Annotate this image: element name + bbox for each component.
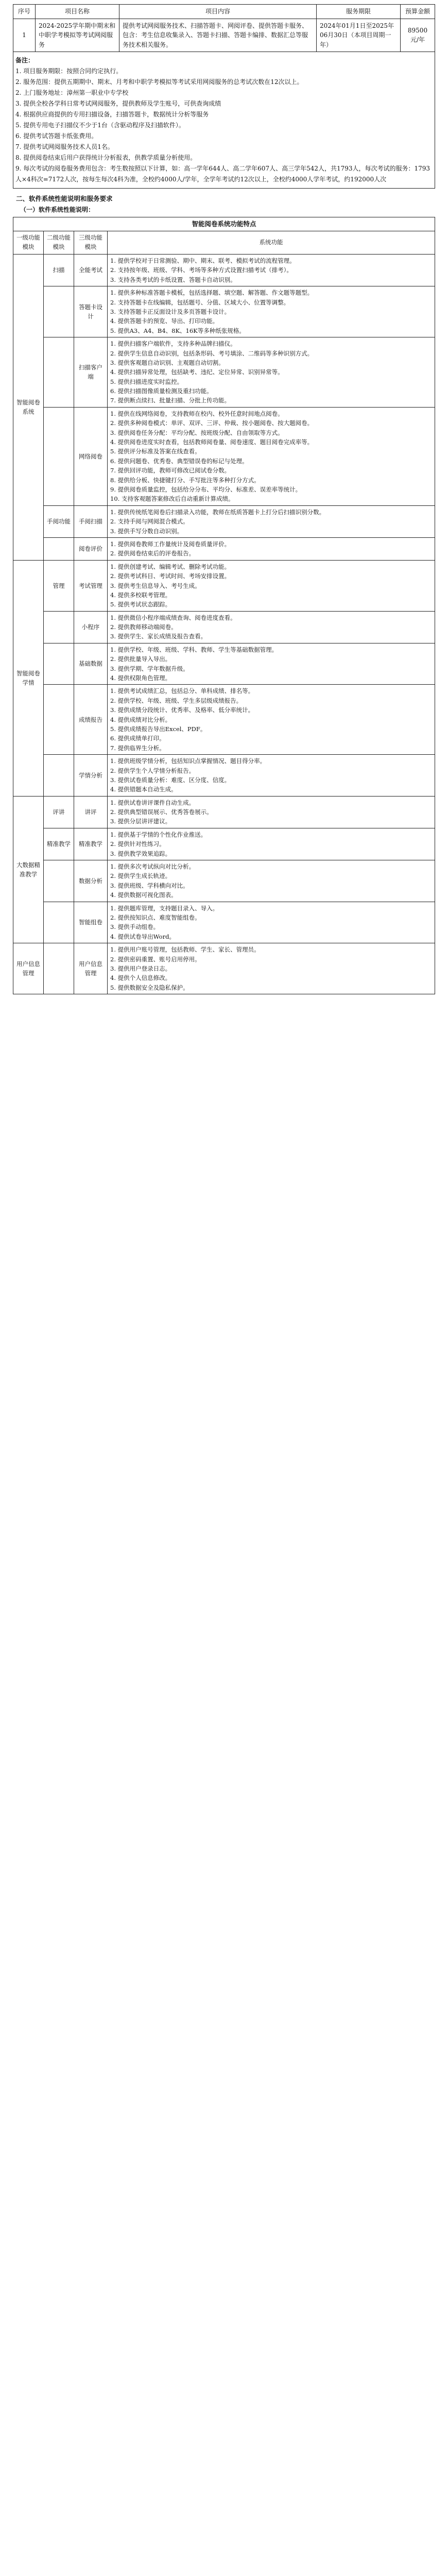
project-period: 2024年01月1日至2025年06月30日（本项目周期一年） xyxy=(317,19,401,52)
function-line: 3. 提供客观题自动识别、主观题自动切割。 xyxy=(110,359,225,366)
req-level3: 小程序 xyxy=(74,611,108,643)
req-header-level2: 二级功能模块 xyxy=(44,231,74,255)
function-line: 5. 提供数据安全及隐私保护。 xyxy=(110,984,189,991)
note-item: 7. 提供考试网阅服务技术人员1名。 xyxy=(15,143,114,151)
function-line: 3. 提供手动组卷。 xyxy=(110,923,160,931)
req-level2 xyxy=(44,286,74,337)
project-table-header xyxy=(13,5,435,19)
function-line: 2. 提供批量导入导出。 xyxy=(110,655,171,663)
function-line: 8. 提供给分板、快捷键打分、手写批注等多种打分方式。 xyxy=(110,476,260,484)
project-content: 提供考试网阅服务技术、扫描答题卡、网阅评卷、提供答题卡服务、包含：考生信息收集录入、答题卡扫描、答题卡编排、数据汇总等服务技术相关服务。 xyxy=(119,19,317,52)
req-row xyxy=(13,611,435,643)
notes-cell xyxy=(13,52,435,189)
req-level2 xyxy=(44,685,74,755)
function-line: 7. 提供临界生分析。 xyxy=(110,744,165,752)
function-line: 6. 提供扫描图像质量检测及重扫功能。 xyxy=(110,387,213,395)
function-line: 1. 提供创建考试、编辑考试、删除考试功能。 xyxy=(110,563,231,570)
function-line: 2. 提供按知识点、难度智能组卷。 xyxy=(110,914,201,921)
req-level2 xyxy=(44,860,74,902)
req-level1: 用户信息管理 xyxy=(13,943,44,994)
function-line: 10. 支持客观题答案修改后自动重新计算成绩。 xyxy=(110,495,234,503)
function-line: 2. 支持答题卡在线编辑，包括题号、分值、区域大小、位置等调整。 xyxy=(110,298,290,306)
function-line: 1. 提供学校、年级、班级、学科、教师、学生等基础数据管理。 xyxy=(110,646,278,653)
req-level3: 精准教学 xyxy=(74,828,108,860)
function-line: 1. 提供传统纸笔阅卷后扫描录入功能，教师在纸质答题卡上打分后扫描识别分数。 xyxy=(110,508,325,516)
function-line: 1. 提供班级学情分析，包括知识点掌握情况、题目得分率。 xyxy=(110,757,266,765)
function-line: 4. 提供多校联考管理。 xyxy=(110,591,171,599)
function-line: 1. 提供微信小程序端成绩查询、阅卷进度查看。 xyxy=(110,614,236,621)
req-header-level3: 三级功能模块 xyxy=(74,231,108,255)
function-line: 3. 提供用户登录日志。 xyxy=(110,964,171,972)
function-line: 2. 支持手阅与网阅混合模式。 xyxy=(110,518,189,526)
function-line: 1. 提供在线网络阅卷，支持教师在校内、校外任意时间地点阅卷。 xyxy=(110,410,284,417)
req-level2 xyxy=(44,643,74,685)
req-row xyxy=(13,255,435,286)
req-level3: 考试管理 xyxy=(74,560,108,611)
req-title-row xyxy=(13,217,435,231)
notes-row xyxy=(13,52,435,189)
req-function-desc xyxy=(108,943,435,994)
notes-list xyxy=(15,66,433,185)
function-line: 4. 提供阅卷进度实时查看，包括教师阅卷量、阅卷速度、题目阅卷完成率等。 xyxy=(110,438,314,446)
function-line: 3. 提供学期、学年数据升级。 xyxy=(110,665,189,672)
header-period: 服务期限 xyxy=(317,5,401,19)
req-level2: 精准教学 xyxy=(44,828,74,860)
notes-label: 备注： xyxy=(15,57,35,64)
req-level3: 用户信息管理 xyxy=(74,943,108,994)
function-line: 4. 提供个人信息修改。 xyxy=(110,974,171,982)
req-level3: 讲评 xyxy=(74,796,108,828)
function-line: 2. 提供学生成长轨迹。 xyxy=(110,872,171,880)
req-function-desc xyxy=(108,828,435,860)
function-line: 2. 提供教师移动端阅卷。 xyxy=(110,623,177,631)
note-item: 4. 根据供应商提供的专用扫描设备，扫描答题卡，数据统计分析等服务 xyxy=(15,111,209,118)
function-line: 2. 提供考试科目、考试时间、考场安排设置。 xyxy=(110,572,231,580)
project-amount: 89500元/年 xyxy=(401,19,435,52)
req-level2: 管理 xyxy=(44,560,74,611)
function-line: 3. 提供班级、学科横向对比。 xyxy=(110,882,189,889)
req-level1: 智能阅卷学情 xyxy=(13,560,44,796)
req-level2 xyxy=(44,611,74,643)
req-level2: 评讲 xyxy=(44,796,74,828)
function-line: 4. 提供错题本自动生成。 xyxy=(110,786,177,793)
req-level2 xyxy=(44,537,74,560)
function-line: 3. 支持各类考试的卡纸设置、答题卡自动识别。 xyxy=(110,276,236,283)
requirements-table xyxy=(13,217,435,994)
function-line: 5. 提供考试状态跟踪。 xyxy=(110,601,171,608)
function-line: 2. 提供多种阅卷模式：单评、双评、三评、仲裁、按小题阅卷、按大题阅卷。 xyxy=(110,419,314,427)
req-level3: 网络阅卷 xyxy=(74,407,108,505)
req-level1: 智能阅卷系统 xyxy=(13,255,44,561)
req-level3: 手阅扫描 xyxy=(74,505,108,537)
header-content: 项目内容 xyxy=(119,5,317,19)
function-line: 6. 提供成绩单打印。 xyxy=(110,735,165,742)
req-function-desc xyxy=(108,505,435,537)
function-line: 4. 提供数据可视化图表。 xyxy=(110,891,177,899)
function-line: 3. 支持答题卡正反面设计及多页答题卡设计。 xyxy=(110,308,231,315)
req-function-desc xyxy=(108,685,435,755)
req-function-desc xyxy=(108,902,435,943)
req-level2 xyxy=(44,943,74,994)
req-row xyxy=(13,755,435,796)
req-row xyxy=(13,643,435,685)
note-item: 3. 提供全校各学科日常考试网阅服务，提供教师及学生账号，可供查询成绩 xyxy=(15,100,221,108)
note-item: 2. 上门服务地址：漳州第一职业中专学校 xyxy=(15,89,129,97)
function-line: 2. 提供学校、年级、班级、学生多层级成绩报告。 xyxy=(110,697,243,704)
req-row xyxy=(13,828,435,860)
subsection-title: （一）软件系统性能说明： xyxy=(20,206,95,214)
req-level2 xyxy=(44,407,74,505)
req-function-desc xyxy=(108,286,435,337)
req-level3: 答题卡设计 xyxy=(74,286,108,337)
function-line: 1. 提供试卷讲评课件自动生成。 xyxy=(110,799,195,806)
req-level2: 手阅功能 xyxy=(44,505,74,537)
req-body xyxy=(13,255,435,994)
req-row xyxy=(13,943,435,994)
note-item: 6. 提供考试答题卡纸张费用。 xyxy=(15,132,98,140)
function-line: 2. 提供学生信息自动识别，包括条形码、考号填涂、二维码等多种识别方式。 xyxy=(110,349,314,357)
note-item: 1. 项目服务期限：按照合同约定执行。 xyxy=(15,67,123,75)
req-header-function: 系统功能 xyxy=(108,231,435,255)
req-function-desc xyxy=(108,337,435,408)
req-function-desc xyxy=(108,560,435,611)
req-level1: 大数据精准教学 xyxy=(13,796,44,943)
function-line: 2. 提供典型错误展示、优秀答卷展示。 xyxy=(110,808,213,816)
function-line: 2. 支持按年级、班级、学科、考场等多种方式设置扫描考试（排考）。 xyxy=(110,266,292,274)
function-line: 3. 提供分层讲评建议。 xyxy=(110,818,171,825)
function-line: 4. 提供成绩对比分析。 xyxy=(110,716,171,723)
requirements-table-title: 智能阅卷系统功能特点 xyxy=(13,217,435,231)
req-row xyxy=(13,537,435,560)
req-level3: 智能组卷 xyxy=(74,902,108,943)
function-line: 3. 提供学生、家长成绩及报告查看。 xyxy=(110,633,207,640)
req-function-desc xyxy=(108,537,435,560)
header-index: 序号 xyxy=(13,5,36,19)
header-amount: 预算金额 xyxy=(401,5,435,19)
req-header-level1: 一级功能模块 xyxy=(13,231,44,255)
req-level2 xyxy=(44,902,74,943)
function-line: 5. 提供扫描进度实时监控。 xyxy=(110,378,183,385)
function-line: 4. 提供答题卡的预览、导出、打印功能。 xyxy=(110,317,219,325)
function-line: 1. 提供用户账号管理，包括教师、学生、家长、管理员。 xyxy=(110,946,260,954)
req-row xyxy=(13,337,435,408)
req-level3: 学情分析 xyxy=(74,755,108,796)
function-line: 6. 提供问题卷、优秀卷、典型错误卷的标记与处理。 xyxy=(110,457,248,465)
req-function-desc xyxy=(108,860,435,902)
req-row xyxy=(13,505,435,537)
project-index: 1 xyxy=(13,19,36,52)
project-row xyxy=(13,19,435,52)
req-row xyxy=(13,286,435,337)
req-level3: 数据分析 xyxy=(74,860,108,902)
function-line: 5. 提供A3、A4、B4、8K、16K等多种纸张规格。 xyxy=(110,327,245,334)
req-level2: 扫描 xyxy=(44,255,74,286)
req-level3: 全能考试 xyxy=(74,255,108,286)
function-line: 1. 提供扫描客户端软件，支持多种品牌扫描仪。 xyxy=(110,340,236,348)
req-level3: 基础数据 xyxy=(74,643,108,685)
function-line: 9. 提供阅卷质量监控，包括给分分布、平均分、标准差、误差率等统计。 xyxy=(110,485,302,493)
req-level3: 成绩报告 xyxy=(74,685,108,755)
note-item: 8. 提供阅卷结束后用户获得统计分析报表，供教学质量分析使用。 xyxy=(15,154,197,162)
req-row xyxy=(13,860,435,902)
function-line: 2. 提供学生个人学情分析报告。 xyxy=(110,767,195,774)
function-line: 5. 提供成绩报告导出Excel、PDF。 xyxy=(110,725,206,733)
section-title: 二、软件系统性能说明和服务要求 xyxy=(16,195,113,203)
function-line: 3. 提供手写分数自动识别。 xyxy=(110,527,183,535)
req-function-desc xyxy=(108,407,435,505)
function-line: 3. 提供成绩分段统计、优秀率、及格率、低分率统计。 xyxy=(110,706,254,714)
req-level3: 扫描客户端 xyxy=(74,337,108,408)
document-page xyxy=(13,0,435,1005)
function-line: 2. 提供密码重置、账号启用停用。 xyxy=(110,955,201,963)
req-level2 xyxy=(44,337,74,408)
project-table xyxy=(13,4,435,189)
req-function-desc xyxy=(108,643,435,685)
header-name: 项目名称 xyxy=(36,5,119,19)
function-line: 5. 提供评分标准及答案在线查看。 xyxy=(110,448,201,455)
req-row xyxy=(13,685,435,755)
req-row xyxy=(13,560,435,611)
function-line: 1. 提供多次考试纵向对比分析。 xyxy=(110,863,195,871)
req-level2 xyxy=(44,755,74,796)
function-line: 1. 提供基于学情的个性化作业推送。 xyxy=(110,831,207,838)
req-row xyxy=(13,407,435,505)
req-function-desc xyxy=(108,755,435,796)
project-name: 2024-2025学年期中期末和中职学考模拟等考试网阅服务 xyxy=(36,19,119,52)
note-item: 5. 提供专用电子扫描仪不少于1台（含驱动程序及扫描软件）。 xyxy=(15,122,185,129)
function-line: 4. 提供试卷导出Word。 xyxy=(110,933,175,940)
function-line: 1. 提供考试成绩汇总，包括总分、单科成绩、排名等。 xyxy=(110,687,254,695)
function-line: 1. 提供阅卷教师工作量统计及阅卷质量评价。 xyxy=(110,540,231,548)
function-line: 4. 提供权限角色管理。 xyxy=(110,674,171,682)
note-item: 9. 每次考试的阅卷服务费用包含：考生数按照以下计算，如：高一学年644人、高二学年607人、高三学年542人，共1793人，每次考试的服务：1793人×4科次=7172人次，按每生每次4科为准，全校约4000人/学年，全学年考试约12次以上，全校约4000人学年考试，约192000人次 xyxy=(15,165,430,183)
req-header-row xyxy=(13,231,435,255)
function-line: 1. 提供题库管理，支持题目录入、导入。 xyxy=(110,904,219,912)
function-line: 4. 提供扫描异常处理，包括缺考、违纪、定位异常、识别异常等。 xyxy=(110,368,284,376)
req-function-desc xyxy=(108,796,435,828)
function-line: 3. 提供阅卷任务分配：平均分配、按班级分配、自由领取等方式。 xyxy=(110,429,284,436)
function-line: 7. 提供回评功能，教师可修改已阅试卷分数。 xyxy=(110,467,231,474)
function-line: 7. 提供断点续扫、批量扫描、分批上传功能。 xyxy=(110,397,231,404)
function-line: 3. 提供教学效果追踪。 xyxy=(110,850,171,857)
function-line: 2. 提供针对性练习。 xyxy=(110,840,165,848)
req-function-desc xyxy=(108,611,435,643)
function-line: 1. 提供学校对于日常测验、期中、期末、联考、模拟考试的流程管理。 xyxy=(110,257,296,264)
function-line: 3. 提供试卷质量分析：难度、区分度、信度。 xyxy=(110,776,231,784)
function-line: 2. 提供阅卷结束后的评卷报告。 xyxy=(110,550,195,557)
req-function-desc xyxy=(108,255,435,286)
function-line: 1. 提供多种标准答题卡模板，包括选择题、填空题、解答题、作文题等题型。 xyxy=(110,289,314,297)
req-level3: 阅卷评价 xyxy=(74,537,108,560)
req-row xyxy=(13,796,435,828)
note-item: 2. 服务范围：提供五期期中、期末、月考和中职学考模拟等考试采用网阅服务的总考试次数在12次以上。 xyxy=(15,78,303,86)
req-row xyxy=(13,902,435,943)
function-line: 3. 提供考生信息导入、考号生成。 xyxy=(110,582,201,589)
